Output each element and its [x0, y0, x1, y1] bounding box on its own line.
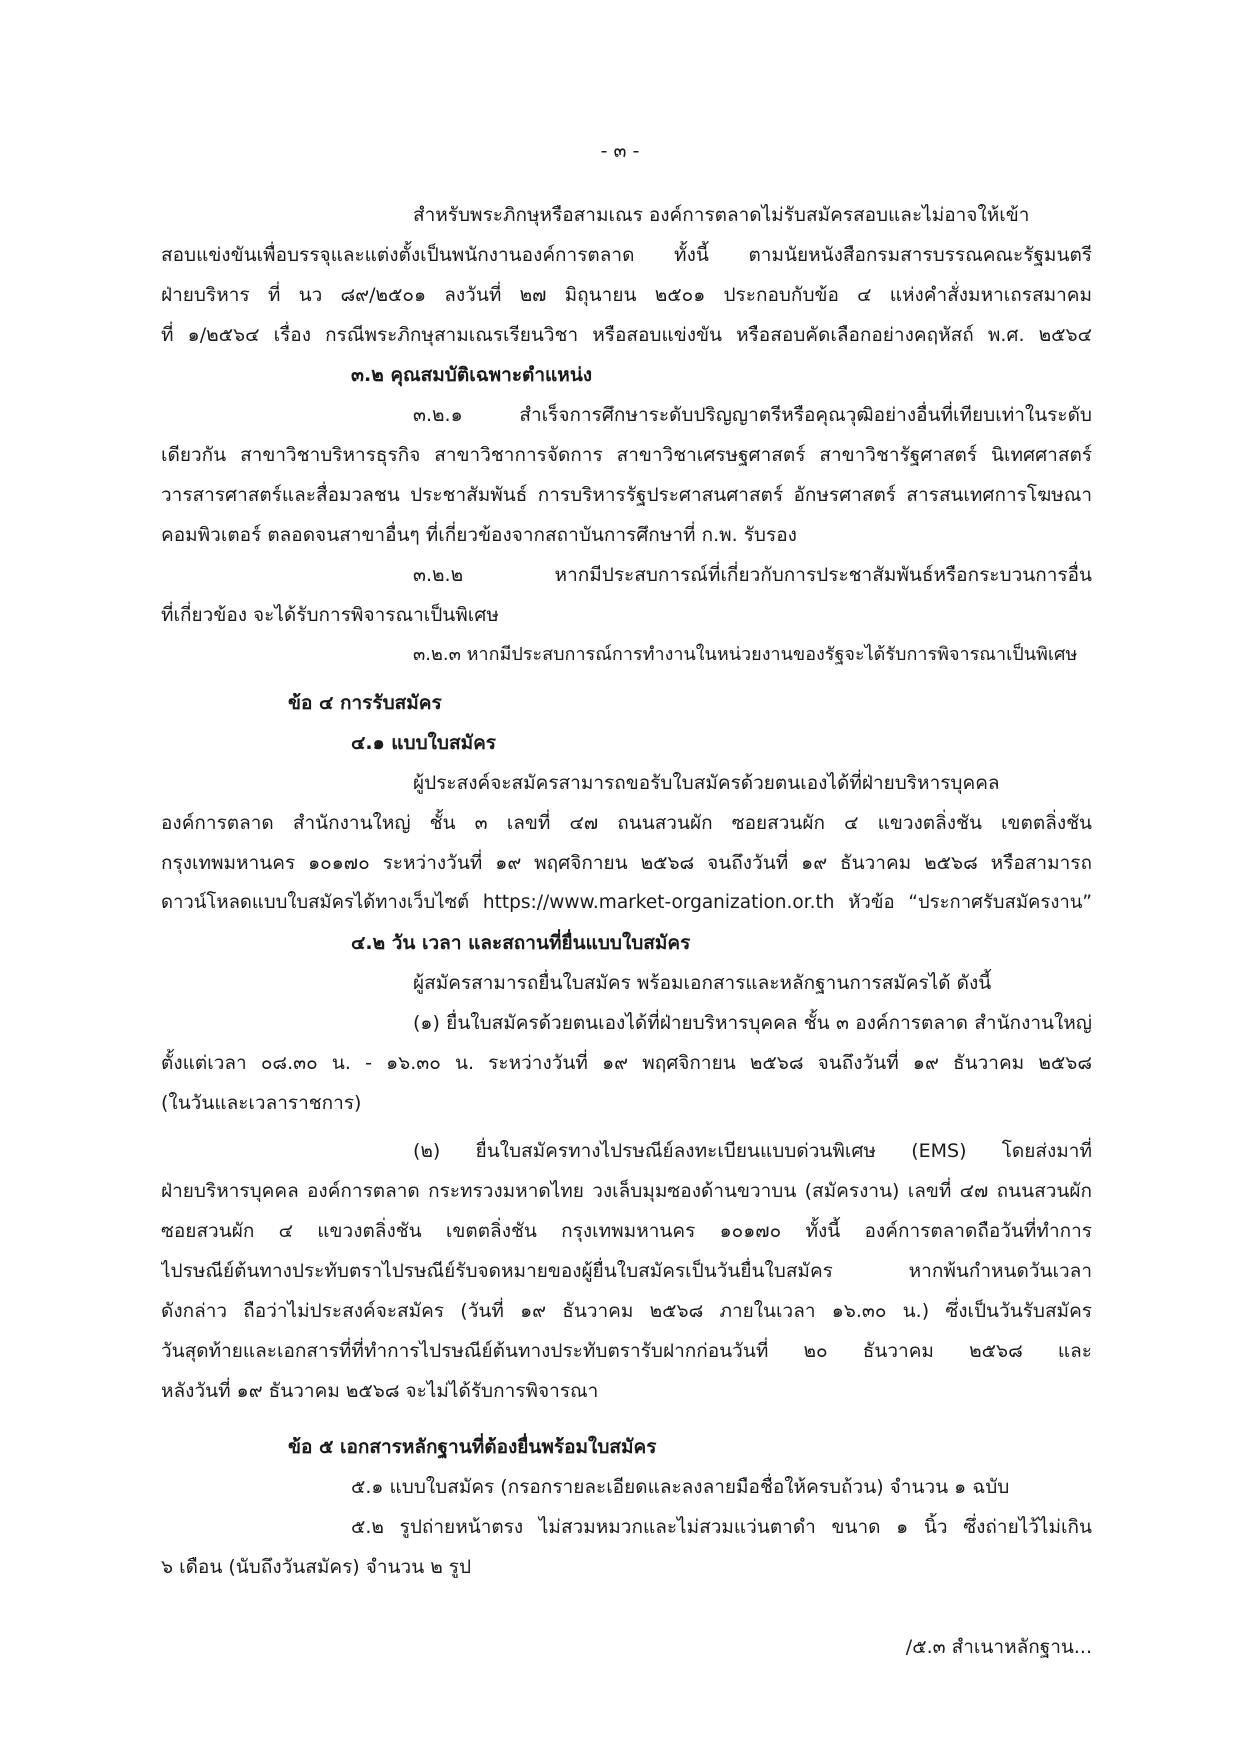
para-line: ๓.๒.๓ หากมีประสบการณ์การทำงานในหน่วยงานของรัฐจะได้รับการพิจารณาเป็นพิเศษ	[413, 644, 1078, 665]
para-line: ๕.๒ รูปถ่ายหน้าตรง ไม่สวมหมวกและไม่สวมแว่นตาดำ ขนาด ๑ นิ้ว ซึ่งถ่ายไว้ไม่เกิน	[351, 1516, 1092, 1538]
para-line: สำหรับพระภิกษุหรือสามเณร องค์การตลาดไม่รับสมัครสอบและไม่อาจให้เข้า	[413, 204, 1030, 226]
para-line: ผู้สมัครสามารถยื่นใบสมัคร พร้อมเอกสารและหลักฐานการสมัครได้ ดังนี้	[413, 972, 992, 994]
para-line: ซอยสวนผัก ๔ แขวงตลิ่งชัน เขตตลิ่งชัน กรุงเทพมหานคร ๑๐๑๗๐ ทั้งนี้ องค์การตลาดถือวันที่ทำการ	[161, 1220, 1092, 1242]
para-line: ดังกล่าว ถือว่าไม่ประสงค์จะสมัคร (วันที่ ๑๙ ธันวาคม ๒๕๖๘ ภายในเวลา ๑๖.๓๐ น.) ซึ่งเป็นวันรับสมัคร	[161, 1300, 1092, 1322]
para-line: ไปรษณีย์ต้นทางประทับตราไปรษณีย์รับจดหมายของผู้ยื่นใบสมัครเป็นวันยื่นใบสมัคร หากพ้นกำหนดวันเวลา	[161, 1260, 1092, 1282]
para-line: (ในวันและเวลาราชการ)	[161, 1092, 362, 1114]
para-line: (๒) ยื่นใบสมัครทางไปรษณีย์ลงทะเบียนแบบด่วนพิเศษ (EMS) โดยส่งมาที่	[413, 1140, 1092, 1162]
para-line: วารสารศาสตร์และสื่อมวลชน ประชาสัมพันธ์ การบริหารรัฐประศาสนศาสตร์ อักษรศาสตร์ สารสนเทศการโฆษณา	[161, 484, 1092, 506]
section-heading: ข้อ ๔ การรับสมัคร	[288, 692, 442, 714]
para-line: หลังวันที่ ๑๙ ธันวาคม ๒๕๖๘ จะไม่ได้รับการพิจารณา	[161, 1380, 599, 1402]
para-line: วันสุดท้ายและเอกสารที่ที่ทำการไปรษณีย์ต้นทางประทับตรารับฝากก่อนวันที่ ๒๐ ธันวาคม ๒๕๖๘ และ	[161, 1340, 1092, 1362]
section-heading: ๔.๑ แบบใบสมัคร	[351, 732, 497, 754]
section-heading: ๔.๒ วัน เวลา และสถานที่ยื่นแบบใบสมัคร	[351, 932, 691, 954]
section-heading: ข้อ ๕ เอกสารหลักฐานที่ต้องยื่นพร้อมใบสมัคร	[288, 1436, 657, 1458]
para-line: ๓.๒.๒ หากมีประสบการณ์ที่เกี่ยวกับการประชาสัมพันธ์หรือกระบวนการอื่น	[413, 564, 1092, 586]
para-line: ๖ เดือน (นับถึงวันสมัคร) จำนวน ๒ รูป	[161, 1556, 472, 1578]
para-line: ที่เกี่ยวข้อง จะได้รับการพิจารณาเป็นพิเศษ	[161, 604, 499, 626]
para-line: (๑) ยื่นใบสมัครด้วยตนเองได้ที่ฝ่ายบริหารบุคคล ชั้น ๓ องค์การตลาด สำนักงานใหญ่	[413, 1012, 1092, 1034]
section-heading: ๓.๒ คุณสมบัติเฉพาะตำแหน่ง	[351, 364, 593, 386]
continuation-note: /๕.๓ สำเนาหลักฐาน...	[905, 1636, 1092, 1658]
para-line: สอบแข่งขันเพื่อบรรจุและแต่งตั้งเป็นพนักงานองค์การตลาด ทั้งนี้ ตามนัยหนังสือกรมสารบรรณคณะรัฐมนตรี	[161, 244, 1092, 266]
para-line: ดาวน์โหลดแบบใบสมัครได้ทางเว็บไซต์ https://www.market-organization.or.th หัวข้อ “ประกาศรับสมัครงาน”	[161, 892, 1092, 913]
para-line: ผู้ประสงค์จะสมัครสามารถขอรับใบสมัครด้วยตนเองได้ที่ฝ่ายบริหารบุคคล	[413, 772, 1000, 794]
para-line: ตั้งแต่เวลา ๐๘.๓๐ น. - ๑๖.๓๐ น. ระหว่างวันที่ ๑๙ พฤศจิกายน ๒๕๖๘ จนถึงวันที่ ๑๙ ธันวาคม ๒๕๖๘	[161, 1052, 1092, 1074]
para-line: ที่ ๑/๒๕๖๔ เรื่อง กรณีพระภิกษุสามเณรเรียนวิชา หรือสอบแข่งขัน หรือสอบคัดเลือกอย่างคฤหัสถ์ พ.ศ. ๒๕๖๔	[161, 324, 1092, 346]
para-line: องค์การตลาด สำนักงานใหญ่ ชั้น ๓ เลขที่ ๔๗ ถนนสวนผัก ซอยสวนผัก ๔ แขวงตลิ่งชัน เขตตลิ่งชัน	[161, 812, 1092, 834]
para-line: กรุงเทพมหานคร ๑๐๑๗๐ ระหว่างวันที่ ๑๙ พฤศจิกายน ๒๕๖๘ จนถึงวันที่ ๑๙ ธันวาคม ๒๕๖๘ หรือสามารถ	[161, 852, 1092, 874]
para-line: คอมพิวเตอร์ ตลอดจนสาขาอื่นๆ ที่เกี่ยวข้องจากสถาบันการศึกษาที่ ก.พ. รับรอง	[161, 524, 797, 546]
para-line: ฝ่ายบริหาร ที่ นว ๘๙/๒๕๐๑ ลงวันที่ ๒๗ มิถุนายน ๒๕๐๑ ประกอบกับข้อ ๔ แห่งคำสั่งมหาเถรสมาคม	[161, 284, 1092, 306]
para-line: ๕.๑ แบบใบสมัคร (กรอกรายละเอียดและลงลายมือชื่อให้ครบถ้วน) จำนวน ๑ ฉบับ	[351, 1476, 1010, 1498]
para-line: เดียวกัน สาขาวิชาบริหารธุรกิจ สาขาวิชาการจัดการ สาขาวิชาเศรษฐศาสตร์ สาขาวิชารัฐศาสตร์ นิเทศศาสตร์	[161, 444, 1092, 466]
page-number: - ๓ -	[600, 140, 640, 162]
para-line: ฝ่ายบริหารบุคคล องค์การตลาด กระทรวงมหาดไทย วงเล็บมุมซองด้านขวาบน (สมัครงาน) เลขที่ ๔๗ ถนนสวนผัก	[161, 1180, 1092, 1202]
para-line: ๓.๒.๑ สำเร็จการศึกษาระดับปริญญาตรีหรือคุณวุฒิอย่างอื่นที่เทียบเท่าในระดับ	[413, 404, 1092, 426]
